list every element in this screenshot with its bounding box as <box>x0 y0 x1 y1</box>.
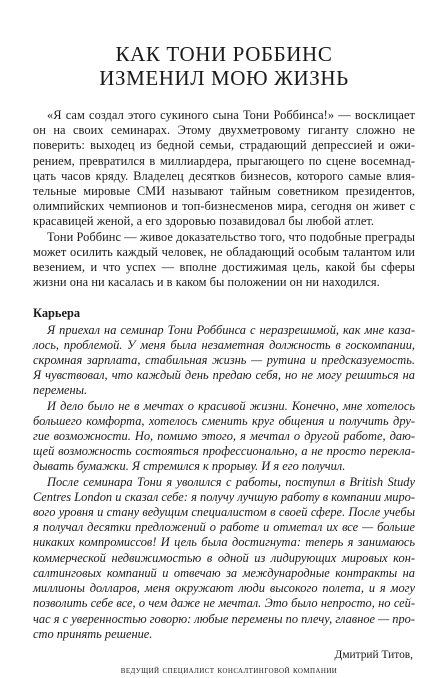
intro-section <box>33 108 415 290</box>
intro-paragraph-1: «Я сам создал этого сукиного сына Тони Роббинса!» — восклицает он на своих семинарах. Этому двухметровому гиганту сложно не поверить: выходец из бедной семьи, страдающий депрессией и ожирением, превратился в миллиардера, прыгающего по сцене восемнадцать часов кряду. Владелец десятков бизнесов, которого самые влиятельные мировые СМИ называют тайным советником президентов, олимпийских чемпионов и топ-бизнесменов мира, сегодня он живет с красавицей женой, а его здоровью позавидовал бы любой атлет. <box>33 108 415 229</box>
chapter-title-line-2: ИЗМЕНИЛ МОЮ ЖИЗНЬ <box>99 66 349 90</box>
chapter-title <box>33 42 415 90</box>
story-paragraph-1: Я приехал на семинар Тони Роббинса с неразрешимой, как мне казалось, проблемой. У меня была незаметная должность в госкомпании, скромная зарплата, стабильная жизнь — рутина и предсказуемость. Я чувствовал, что каждый день предаю себя, но не могу решиться на перемены. <box>33 322 415 398</box>
story-paragraph-2: И дело было не в мечтах о красивой жизни. Конечно, мне хотелось большего комфорта, хотелось сменить круг общения и получить другие возможности. Но, помимо этого, я мечтал о другой работе, дающей возможность состояться профессионально, а не просто перекладывать бумажки. Я стремился к прорыву. И я его получил. <box>33 398 415 474</box>
story-paragraph-3: После семинара Тони я уволился с работы, поступил в British Study Centres London и сказал себе: я получу лучшую работу в компании мирового уровня и стану ведущим специалистом в своей сфере. После учебы я получал десятки предложений о работе и отметал их все — больше никаких компромиссов! И цель была достигнута: теперь я занимаюсь коммерческой недвижимостью в одной из лидирующих мировых консалтинговых компаний и отвечаю за международные контракты на миллионы долларов, меня окружают люди высокого полета, и я могу позволить себе все, о чем даже не мечтал. Это было непросто, но сейчас я с уверенностью говорю: любые перемены по плечу, главное — просто принять решение. <box>33 474 415 641</box>
section-heading-career: Карьера <box>33 306 81 321</box>
intro-paragraph-2: Тони Роббинс — живое доказательство того, что подобные преграды может осилить каждый человек, не обладающий особым талантом или везением, и что успех — вполне достижимая цель, какой бы сферы жизни она ни касалась и в каком бы положении он ни находился. <box>33 229 415 290</box>
signature-name: Дмитрий Титов, <box>334 648 413 661</box>
signature-block <box>33 648 415 678</box>
career-story <box>33 323 415 642</box>
chapter-title-line-1: КАК ТОНИ РОББИНС <box>115 42 333 66</box>
signature-role: ведущий специалист консалтинговой компании <box>120 664 338 676</box>
